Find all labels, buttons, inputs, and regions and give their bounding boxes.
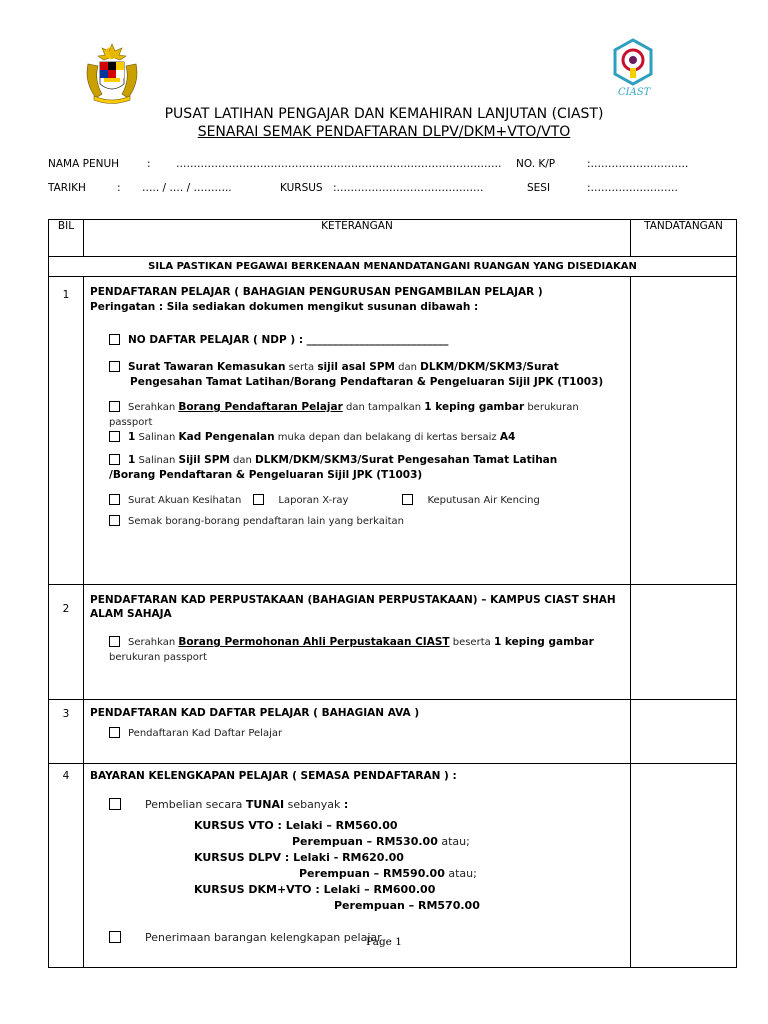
text: dan <box>229 455 256 466</box>
checkbox[interactable] <box>109 454 120 465</box>
document-subtitle: SENARAI SEMAK PENDAFTARAN DLPV/DKM+VTO/VTO <box>197 124 571 140</box>
nama-label: NAMA PENUH <box>48 158 120 170</box>
checkbox[interactable] <box>109 431 120 442</box>
nama-colon: : <box>147 158 151 170</box>
table-row <box>49 700 737 764</box>
tarikh-field[interactable]: ….. / …. / ……….. <box>142 182 232 194</box>
text: DLKM/DKM/SKM3/Surat <box>420 361 559 373</box>
table-row <box>49 585 737 700</box>
list-item <box>109 360 630 390</box>
tarikh-colon: : <box>117 182 121 194</box>
text: Semak borang-borang pendaftaran lain yang berkaitan <box>128 516 405 527</box>
col-keterangan: KETERANGAN <box>84 220 631 257</box>
checkbox[interactable] <box>109 494 120 505</box>
col-bil: BIL <box>49 220 84 257</box>
text: 1 <box>128 431 136 443</box>
table-header <box>49 220 737 257</box>
list-item <box>109 726 630 741</box>
text: 1 <box>128 454 136 466</box>
text: dan tampalkan <box>342 402 425 413</box>
text: Surat Akuan Kesihatan <box>128 495 242 506</box>
nokp-label: NO. K/P <box>516 158 556 170</box>
checkbox[interactable] <box>253 494 264 505</box>
price-vto-perempuan <box>292 834 470 850</box>
list-item <box>109 514 630 529</box>
text: Borang Permohonan Ahli Perpustakaan CIAST <box>178 636 450 648</box>
row3-title: PENDAFTARAN KAD DAFTAR PELAJAR ( BAHAGIAN AVA ) <box>90 707 420 719</box>
text: Pendaftaran Kad Daftar Pelajar <box>128 728 283 739</box>
list-item <box>109 400 630 430</box>
text: muka depan dan belakang di kertas bersaiz <box>274 432 500 443</box>
text: sijil asal SPM <box>317 361 395 373</box>
text: Pengesahan Tamat Latihan/Borang Pendaftaran & Pengeluaran Sijil JPK (T1003) <box>130 376 604 388</box>
row2-title: PENDAFTARAN KAD PERPUSTAKAAN (BAHAGIAN PERPUSTAKAAN) – KAMPUS CIAST SHAH ALAM SAHAJA <box>90 594 616 620</box>
price-dlpv-lelaki: KURSUS DLPV : Lelaki - RM620.00 <box>194 851 404 864</box>
text: atau; <box>437 835 470 848</box>
checkbox[interactable] <box>109 401 120 412</box>
checklist-table <box>48 219 737 968</box>
col-tandatangan: TANDATANGAN <box>631 220 737 257</box>
checkbox[interactable] <box>109 798 121 810</box>
row3-signature[interactable] <box>631 700 737 764</box>
list-item <box>109 635 630 665</box>
sesi-label: SESI <box>527 182 551 194</box>
text: A4 <box>499 431 516 443</box>
notice-text: SILA PASTIKAN PEGAWAI BERKENAAN MENANDATANGANI RUANGAN YANG DISEDIAKAN <box>49 257 737 277</box>
checkbox[interactable] <box>109 361 120 372</box>
text: Pembelian secara <box>145 798 246 811</box>
text: serta <box>285 362 318 373</box>
price-dlpv-perempuan <box>299 866 477 882</box>
document-title: PUSAT LATIHAN PENGAJAR DAN KEMAHIRAN LANJUTAN (CIAST) <box>164 106 604 122</box>
text: passport <box>109 417 153 428</box>
text: 1 keping gambar <box>424 401 525 413</box>
text: Salinan <box>135 455 179 466</box>
list-item <box>109 493 630 508</box>
text: Serahkan <box>128 402 179 413</box>
row3-bil: 3 <box>49 700 84 764</box>
text: sebanyak <box>284 798 344 811</box>
text: Laporan X-ray <box>278 495 349 506</box>
text: Keputusan Air Kencing <box>427 495 540 506</box>
notice-row <box>49 257 737 277</box>
price-dkm-perempuan: Perempuan – RM570.00 <box>334 899 480 912</box>
row2-content <box>84 585 631 700</box>
row2-bil: 2 <box>49 585 84 700</box>
list-item <box>109 430 630 445</box>
row2-signature[interactable] <box>631 585 737 700</box>
row1-bil: 1 <box>49 277 84 585</box>
text: atau; <box>444 867 477 880</box>
ndp-item <box>109 333 630 348</box>
text: DLKM/DKM/SKM3/Surat Pengesahan Tamat Latihan <box>255 454 558 466</box>
text: Perempuan – RM530.00 <box>292 835 438 848</box>
checkbox[interactable] <box>109 636 120 647</box>
text: Salinan <box>135 432 179 443</box>
text: 1 keping gambar <box>493 636 594 648</box>
text: Kad Pengenalan <box>178 431 275 443</box>
text: berukuran passport <box>109 652 207 663</box>
text: Serahkan <box>128 637 179 648</box>
row1-content <box>84 277 631 585</box>
row1-subtitle: Peringatan : Sila sediakan dokumen mengikut susunan dibawah : <box>90 301 479 313</box>
checkbox[interactable] <box>109 515 120 526</box>
text: beserta <box>449 637 494 648</box>
text: dan <box>395 362 421 373</box>
price-vto-lelaki: KURSUS VTO : Lelaki – RM560.00 <box>194 819 398 832</box>
sesi-field[interactable]: :……………………. <box>587 182 678 194</box>
text: TUNAI <box>245 798 285 811</box>
text: berukuran <box>524 402 579 413</box>
row1-title: PENDAFTARAN PELAJAR ( BAHAGIAN PENGURUSAN PENGAMBILAN PELAJAR ) <box>90 286 543 298</box>
row3-content <box>84 700 631 764</box>
kursus-field[interactable]: :…………………………………… <box>333 182 484 194</box>
tarikh-label: TARIKH <box>48 182 86 194</box>
checkbox[interactable] <box>402 494 413 505</box>
ndp-label: NO DAFTAR PELAJAR ( NDP ) : ___________________________ <box>128 334 449 346</box>
malaysia-crest-icon <box>80 42 144 106</box>
text: Surat Tawaran Kemasukan <box>128 361 286 373</box>
row4-title: BAYARAN KELENGKAPAN PELAJAR ( SEMASA PENDAFTARAN ) : <box>90 770 457 782</box>
text: : <box>343 798 349 811</box>
row1-signature[interactable] <box>631 277 737 585</box>
table-row <box>49 277 737 585</box>
text: Sijil SPM <box>178 454 230 466</box>
nama-field[interactable]: ………………………………………………………………………………… <box>176 158 502 170</box>
ndp-checkbox[interactable] <box>109 334 120 345</box>
text: Perempuan – RM590.00 <box>299 867 445 880</box>
text: Borang Pendaftaran Pelajar <box>178 401 343 413</box>
list-item <box>109 453 630 483</box>
checkbox[interactable] <box>109 727 120 738</box>
logo-text: CIAST <box>618 87 651 98</box>
text: /Borang Pendaftaran & Pengeluaran Sijil JPK (T1003) <box>109 469 423 481</box>
text: Penerimaan barangan kelengkapan pelajar <box>145 931 382 944</box>
price-dkm-lelaki: KURSUS DKM+VTO : Lelaki – RM600.00 <box>194 883 436 896</box>
kursus-label: KURSUS <box>280 182 323 194</box>
row4-bil: 4 <box>49 764 84 968</box>
nokp-field[interactable]: :………………………. <box>587 158 689 170</box>
list-item <box>109 797 630 812</box>
page-number: Page 1 <box>366 936 402 948</box>
